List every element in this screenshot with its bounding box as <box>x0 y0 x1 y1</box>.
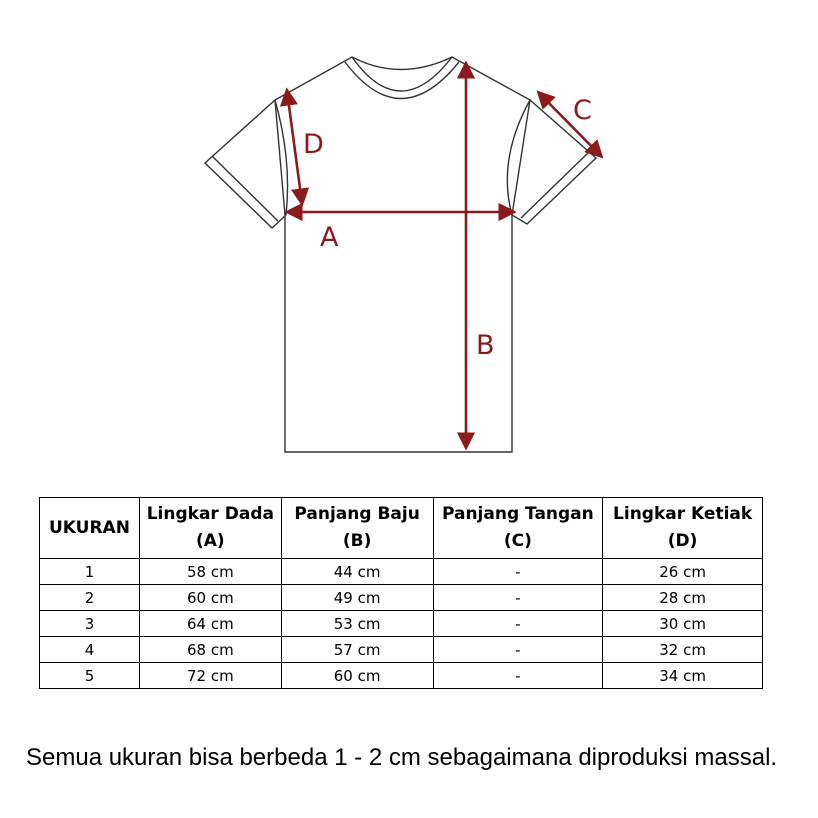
footnote: Semua ukuran bisa berbeda 1 - 2 cm sebagaimana diproduksi massal. <box>26 744 778 771</box>
cell-size: 4 <box>40 637 140 663</box>
cell-sleeve: - <box>433 585 603 611</box>
cell-size: 3 <box>40 611 140 637</box>
cell-length: 49 cm <box>281 585 433 611</box>
cell-chest: 68 cm <box>139 637 281 663</box>
cell-sleeve: - <box>433 559 603 585</box>
cell-armhole: 28 cm <box>603 585 763 611</box>
cell-armhole: 32 cm <box>603 637 763 663</box>
cell-chest: 72 cm <box>139 663 281 689</box>
cell-size: 1 <box>40 559 140 585</box>
cell-chest: 60 cm <box>139 585 281 611</box>
cell-length: 53 cm <box>281 611 433 637</box>
header-lingkar-ketiak: Lingkar Ketiak (D) <box>603 498 763 559</box>
header-lingkar-dada: Lingkar Dada (A) <box>139 498 281 559</box>
table-row <box>40 559 763 585</box>
label-a: A <box>320 222 339 253</box>
cell-sleeve: - <box>433 637 603 663</box>
table-row <box>40 637 763 663</box>
header-panjang-baju: Panjang Baju (B) <box>281 498 433 559</box>
label-b: B <box>476 330 495 361</box>
cell-armhole: 34 cm <box>603 663 763 689</box>
table-row <box>40 585 763 611</box>
header-ukuran: UKURAN <box>40 498 140 559</box>
cell-sleeve: - <box>433 663 603 689</box>
cell-length: 57 cm <box>281 637 433 663</box>
cell-size: 2 <box>40 585 140 611</box>
cell-chest: 58 cm <box>139 559 281 585</box>
arrow-d <box>287 91 302 203</box>
cell-armhole: 26 cm <box>603 559 763 585</box>
size-table <box>39 497 763 689</box>
header-panjang-tangan: Panjang Tangan (C) <box>433 498 603 559</box>
cell-size: 5 <box>40 663 140 689</box>
tshirt-outline <box>205 57 596 452</box>
table-row <box>40 611 763 637</box>
size-table-header <box>40 498 763 559</box>
cell-length: 60 cm <box>281 663 433 689</box>
label-d: D <box>303 129 324 160</box>
table-row <box>40 663 763 689</box>
label-c: C <box>573 95 592 126</box>
cell-chest: 64 cm <box>139 611 281 637</box>
cell-armhole: 30 cm <box>603 611 763 637</box>
cell-length: 44 cm <box>281 559 433 585</box>
cell-sleeve: - <box>433 611 603 637</box>
